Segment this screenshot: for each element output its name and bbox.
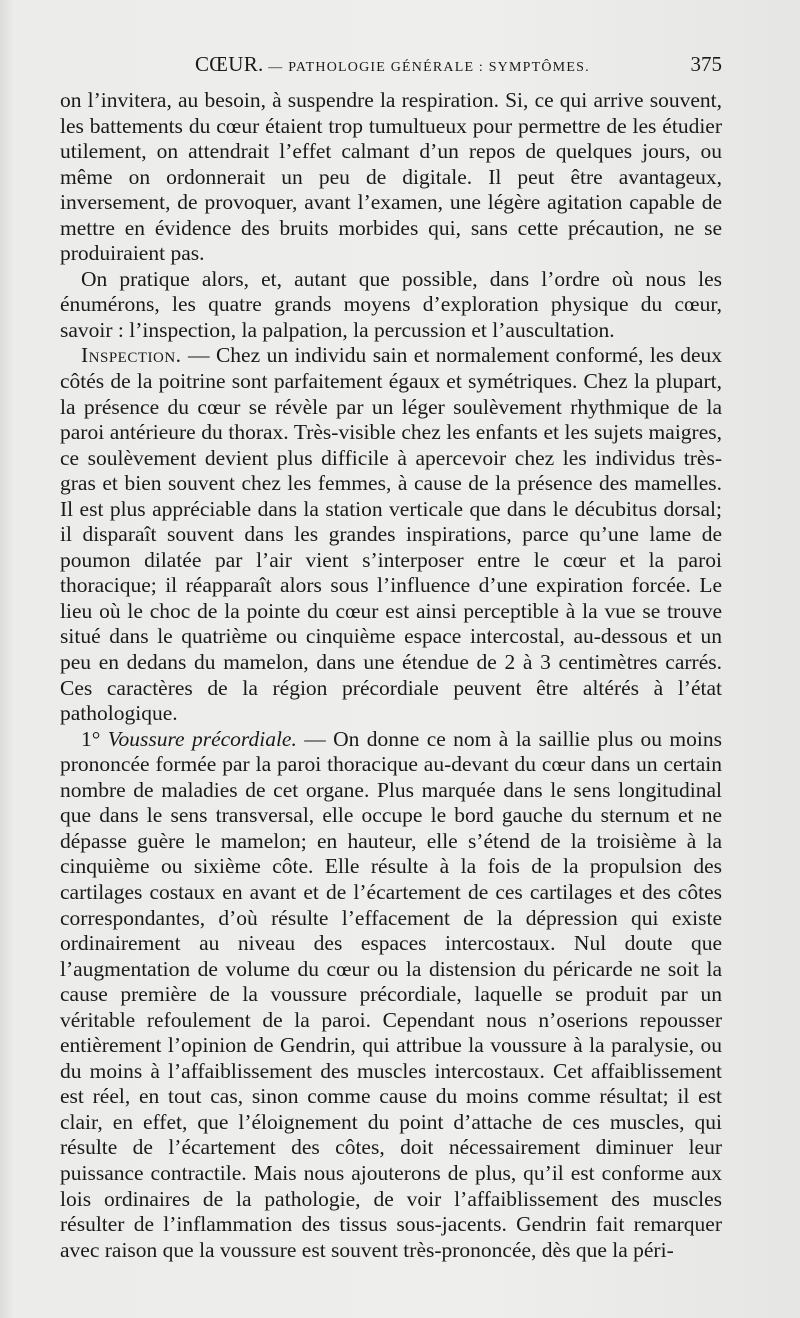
paragraph-voussure-text: — On donne ce nom à la saillie plus ou moins prononcée formée par la paroi thoracique au-devant du cœur dans un certain nombre de maladies de cet organe. Plus marquée dans le sens longitudinal que dans le sens transversal, elle occupe le bord gauche du sternum et ne dépasse guère le mamelon; en hauteur, elle s’étend de la troisième à la cinquième ou sixième côte. Elle résulte à la fois de la propulsion des cartilages costaux en avant et de l’écartement de ces cartilages et des côtes correspondantes, d’où résulte l’effacement de la dépression qui existe ordinairement au niveau des espaces intercostaux. Nul doute que l’augmentation de volume du cœur ou la distension du péricarde ne soit la cause première de la voussure précordiale, laquelle se produit par un véritable refoulement de la paroi. Cependant nous n’oserions repousser entièrement l’opinion de Gendrin, qui attribue la voussure à la paralysie, ou du moins à l’affaiblissement des muscles intercostaux. Cet affaiblissement est réel, en tout cas, sinon comme cause du moins comme résultat; il est clair, en effet, que l’éloignement du point d’attache de ces muscles, qui résulte de l’écartement des côtes, doit nécessairement diminuer leur puissance contractile. Mais nous ajouterons de plus, qu’il est conforme aux lois ordinaires de la pathologie, de voir l’affaiblissement des muscles résulter de l’inflammation des tissus sous-jacents. Gendrin fait remarquer avec raison que la voussure est souvent très-prononcée, dès que la péri- — [60, 726, 723, 1262]
paragraph-inspection — [60, 343, 722, 726]
paragraph-inspection-text: — Chez un individu sain et normalement conformé, les deux côtés de la poitrine sont parfaitement égaux et symétriques. Chez la plupart, la présence du cœur se révèle par un léger soulèvement rhythmique de la paroi antérieure du thorax. Très-visible chez les enfants et les sujets maigres, ce soulèvement devient plus difficile à apercevoir chez les individus très-gras et bien souvent chez les femmes, à cause de la présence des mamelles. Il est plus appréciable dans la station verticale que dans le décubitus dorsal; il disparaît souvent dans les grandes inspirations, parce qu’une lame de poumon dilatée par l’air vient s’interposer entre le cœur et la paroi thoracique; il réapparaît alors sous l’influence d’une expiration forcée. Le lieu où le choc de la pointe du cœur est ainsi perceptible à la vue se trouve situé dans le quatrième ou cinquième espace intercostal, au-dessous et un peu en dedans du mamelon, dans une étendue de 2 à 3 centimètres carrés. Ces caractères de la région précordiale peuvent être altérés à l’état pathologique. — [60, 343, 722, 726]
running-title-rest: — PATHOLOGIE GÉNÉRALE : SYMPTÔMES. — [263, 60, 590, 75]
running-header — [60, 52, 722, 88]
item-number: 1° — [81, 726, 108, 751]
subsection-heading-voussure: Voussure précordiale. — [107, 726, 297, 751]
body-text — [60, 88, 722, 1263]
section-heading-inspection: Inspection. — [81, 343, 182, 368]
running-title — [100, 52, 691, 77]
paragraph-continuation: on l’invitera, au besoin, à suspendre la respiration. Si, ce qui arrive souvent, les battements du cœur étaient trop tumultueux pour permettre de les étudier utilement, on attendrait l’effet calmant d’un repos de quelques jours, ou même on ordonnerait un peu de digitale. Il peut être avantageux, inversement, de provoquer, avant l’examen, une légère agitation capable de mettre en évidence des bruits morbides qui, sans cette précaution, ne se produiraient pas. — [60, 88, 722, 266]
page-number: 375 — [690, 52, 722, 76]
running-title-main: CŒUR. — [195, 52, 264, 76]
paragraph-exploration: On pratique alors, et, autant que possible, dans l’ordre où nous les énumérons, les quatre grands moyens d’exploration physique du cœur, savoir : l’inspection, la palpation, la percussion et l’auscultation. — [60, 266, 722, 342]
paragraph-voussure — [60, 727, 722, 1263]
